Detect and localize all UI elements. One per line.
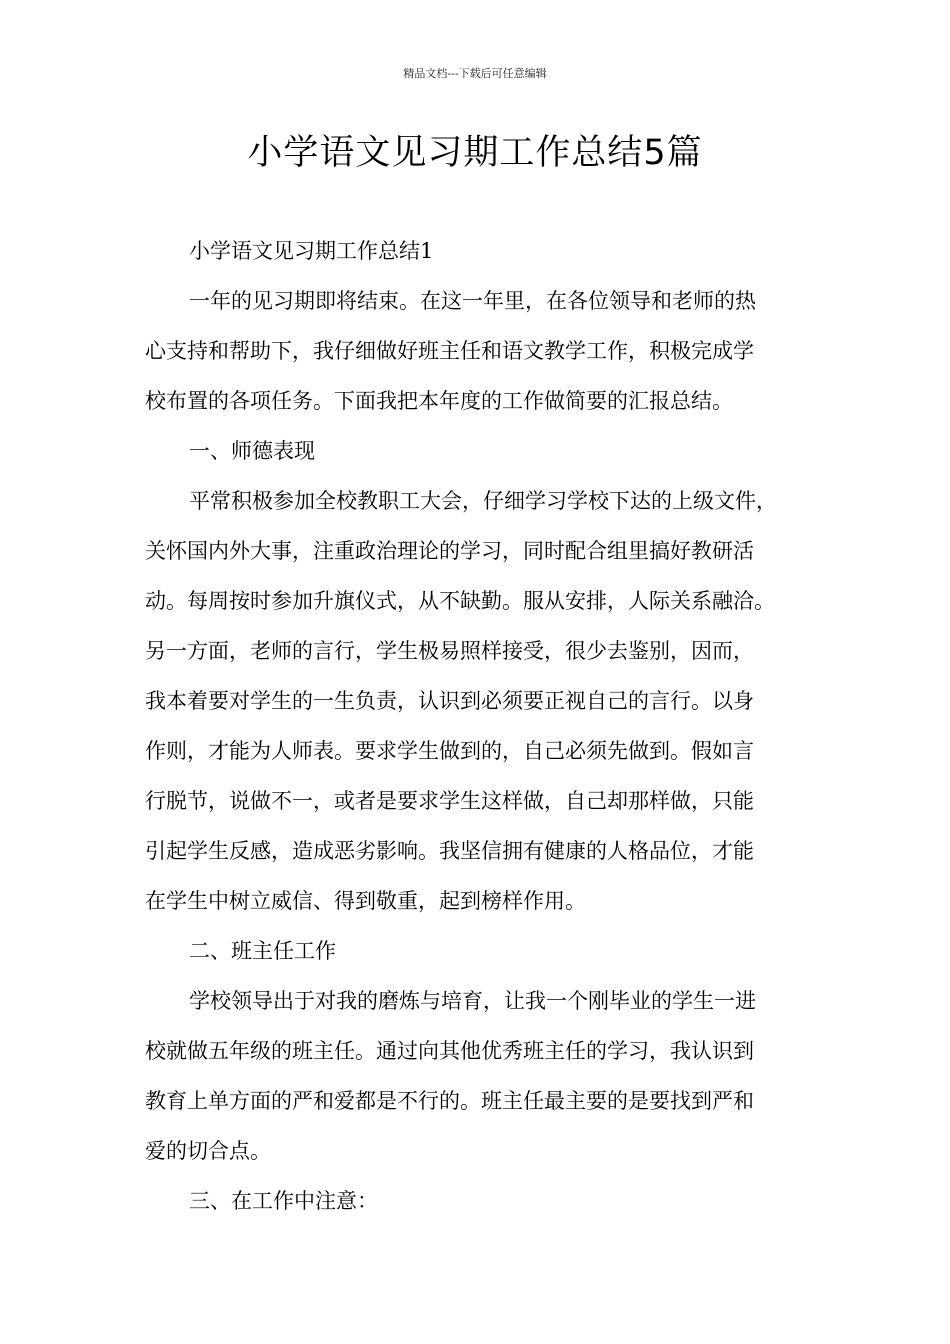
paragraph-line: 另一方面，老师的言行，学生极易照样接受，很少去鉴别，因而，	[145, 639, 754, 663]
paragraph-line: 行脱节，说做不一，或者是要求学生这样做，自己却那样做，只能	[145, 789, 754, 813]
paragraph-line: 作则，才能为人师表。要求学生做到的，自己必须先做到。假如言	[145, 739, 754, 763]
paragraph-line: 一年的见习期即将结束。在这一年里，在各位领导和老师的热	[189, 289, 756, 313]
header-note: 精品文档---下载后可任意编辑	[403, 67, 547, 80]
paragraph-line: 校布置的各项任务。下面我把本年度的工作做简要的汇报总结。	[145, 389, 733, 413]
section-heading: 二、班主任工作	[189, 939, 336, 963]
document-title: 小学语文见习期工作总结5篇	[247, 133, 703, 173]
section-heading: 小学语文见习期工作总结1	[189, 239, 434, 263]
paragraph-line: 校就做五年级的班主任。通过向其他优秀班主任的学习，我认识到	[145, 1039, 754, 1063]
paragraph-line: 引起学生反感，造成恶劣影响。我坚信拥有健康的人格品位，才能	[145, 839, 754, 863]
paragraph-line: 教育上单方面的严和爱都是不行的。班主任最主要的是要找到严和	[145, 1089, 754, 1113]
document-body	[145, 226, 825, 1226]
paragraph-line: 我本着要对学生的一生负责，认识到必须要正视自己的言行。以身	[145, 689, 754, 713]
paragraph-line: 关怀国内外大事，注重政治理论的学习，同时配合组里搞好教研活	[145, 539, 754, 563]
section-heading: 三、在工作中注意：	[189, 1189, 378, 1213]
paragraph-line: 心支持和帮助下，我仔细做好班主任和语文教学工作，积极完成学	[145, 339, 754, 363]
paragraph-line: 在学生中树立威信、得到敬重，起到榜样作用。	[145, 889, 586, 913]
paragraph-line: 动。每周按时参加升旗仪式，从不缺勤。服从安排，人际关系融洽。	[145, 589, 775, 613]
paragraph-line: 爱的切合点。	[145, 1139, 271, 1163]
section-heading: 一、师德表现	[189, 439, 315, 463]
paragraph-line: 学校领导出于对我的磨炼与培育，让我一个刚毕业的学生一进	[189, 989, 756, 1013]
paragraph-line: 平常积极参加全校教职工大会，仔细学习学校下达的上级文件，	[189, 489, 777, 513]
